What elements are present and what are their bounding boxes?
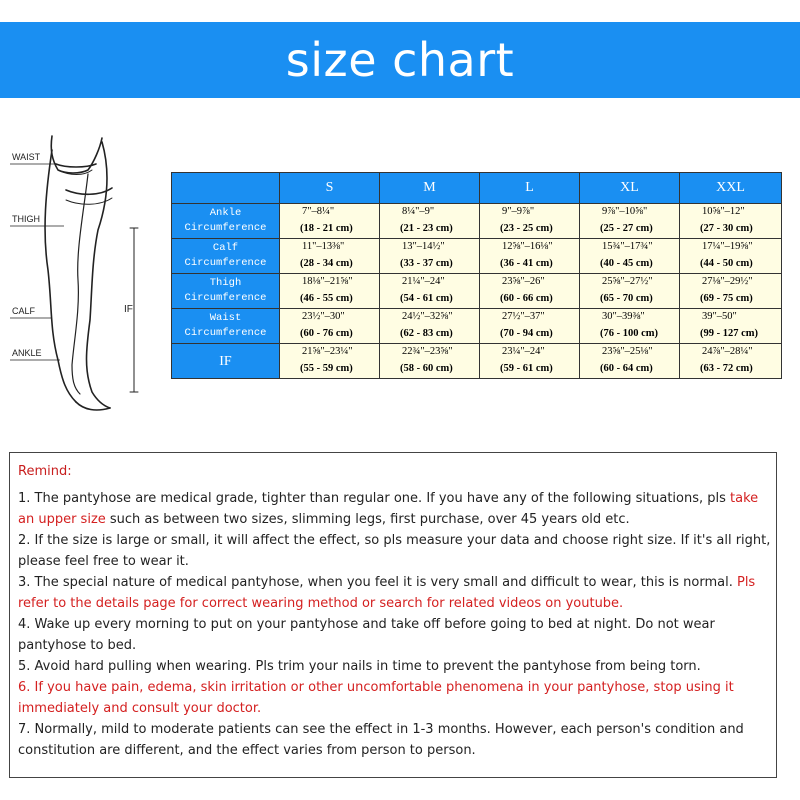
inch-value: 21⅝"–23¼" xyxy=(302,346,353,357)
leg-illustration xyxy=(0,130,170,420)
row-label: Waist xyxy=(209,312,242,324)
cm-value: (33 - 37 cm) xyxy=(400,258,453,269)
cm-value: (55 - 59 cm) xyxy=(300,363,353,374)
cm-value: (76 - 100 cm) xyxy=(600,328,659,339)
size-header: L xyxy=(480,173,580,204)
item-text: 1. The pantyhose are medical grade, tighter than regular one. If you have any of the following situations, pls xyxy=(18,491,731,506)
size-cell xyxy=(480,344,580,379)
inch-value: 30"–39⅜" xyxy=(602,311,645,322)
size-cell xyxy=(280,274,380,309)
size-cell xyxy=(680,274,782,309)
size-cell xyxy=(580,274,680,309)
inch-value: 11"–13⅜" xyxy=(302,241,345,252)
size-cell xyxy=(680,344,782,379)
cm-value: (27 - 30 cm) xyxy=(700,223,753,234)
inch-value: 27⅛"–29½" xyxy=(702,276,753,287)
leg-measurement-figure xyxy=(0,130,170,420)
inch-value: 23⅝"–25⅛" xyxy=(602,346,653,357)
size-cell xyxy=(580,204,680,239)
remind-item-7: 7. Normally, mild to moderate patients can see the effect in 1-3 months. However, each person's condition and constitution are different, and the effect varies from person to person. xyxy=(18,722,744,758)
corner-cell xyxy=(172,173,280,204)
row-label: Calf xyxy=(212,242,239,254)
size-cell xyxy=(380,204,480,239)
inch-value: 27½"–37" xyxy=(502,311,545,322)
cm-value: (23 - 25 cm) xyxy=(500,223,553,234)
inch-value: 10⅝"–12" xyxy=(702,206,745,217)
size-cell xyxy=(380,309,480,344)
cm-value: (54 - 61 cm) xyxy=(400,293,453,304)
inch-value: 23½"–30" xyxy=(302,311,345,322)
inch-value: 24⅞"–28¼" xyxy=(702,346,753,357)
size-cell xyxy=(680,204,782,239)
cm-value: (63 - 72 cm) xyxy=(700,363,753,374)
inch-value: 15¾"–17¾" xyxy=(602,241,653,252)
size-cell xyxy=(480,274,580,309)
inch-value: 24½"–32⅝" xyxy=(402,311,453,322)
row-label: Thigh xyxy=(209,277,242,289)
remind-title: Remind: xyxy=(18,464,72,479)
size-table xyxy=(171,172,782,379)
row-header-ankle xyxy=(172,204,280,239)
size-cell xyxy=(280,204,380,239)
item-number: 6. xyxy=(18,680,35,695)
cm-value: (44 - 50 cm) xyxy=(700,258,753,269)
remind-item-3 xyxy=(18,572,776,614)
size-cell xyxy=(280,309,380,344)
cm-value: (65 - 70 cm) xyxy=(600,293,653,304)
inch-value: 25⅝"–27½" xyxy=(602,276,653,287)
cm-value: (60 - 66 cm) xyxy=(500,293,553,304)
remind-box xyxy=(9,452,777,778)
cm-value: (69 - 75 cm) xyxy=(700,293,753,304)
size-cell xyxy=(580,344,680,379)
row-sublabel: Circumference xyxy=(184,257,267,269)
inch-value: 7"–8¼" xyxy=(302,206,335,217)
table-row xyxy=(172,239,782,274)
item-highlight: take an upper size xyxy=(18,491,759,527)
item-highlight: If you have pain, edema, skin irritation or other uncomfortable phenomena in your pantyhose, stop using it immediately and consult your doctor. xyxy=(18,680,734,716)
cm-value: (58 - 60 cm) xyxy=(400,363,453,374)
thigh-label: THIGH xyxy=(12,214,40,224)
size-cell xyxy=(280,239,380,274)
size-cell xyxy=(480,309,580,344)
inch-value: 22¾"–23⅝" xyxy=(402,346,453,357)
ankle-label: ANKLE xyxy=(12,348,42,358)
table-row xyxy=(172,204,782,239)
cm-value: (99 - 127 cm) xyxy=(700,328,759,339)
remind-item-4: 4. Wake up every morning to put on your pantyhose and take off before going to bed at night. Do not wear pantyhose to bed. xyxy=(18,617,715,653)
item-text: 3. The special nature of medical pantyhose, when you feel it is very small and difficult to wear, this is normal. xyxy=(18,575,737,590)
inch-value: 9⅞"–10⅝" xyxy=(602,206,648,217)
size-cell xyxy=(480,204,580,239)
size-cell xyxy=(380,344,480,379)
cm-value: (70 - 94 cm) xyxy=(500,328,553,339)
table-row xyxy=(172,274,782,309)
size-cell xyxy=(580,239,680,274)
remind-item-5: 5. Avoid hard pulling when wearing. Pls trim your nails in time to prevent the pantyhose from being torn. xyxy=(18,659,701,674)
size-header-row xyxy=(172,173,782,204)
size-cell xyxy=(380,274,480,309)
inch-value: 13"–14½" xyxy=(402,241,445,252)
inch-value: 9"–9⅞" xyxy=(502,206,535,217)
inch-value: 23¼"–24" xyxy=(502,346,545,357)
row-sublabel: Circumference xyxy=(184,327,267,339)
size-header: S xyxy=(280,173,380,204)
cm-value: (60 - 64 cm) xyxy=(600,363,653,374)
cm-value: (25 - 27 cm) xyxy=(600,223,653,234)
size-cell xyxy=(280,344,380,379)
cm-value: (21 - 23 cm) xyxy=(400,223,453,234)
page-title: size chart xyxy=(285,33,515,87)
table-row xyxy=(172,344,782,379)
size-header: M xyxy=(380,173,480,204)
cm-value: (59 - 61 cm) xyxy=(500,363,553,374)
cm-value: (62 - 83 cm) xyxy=(400,328,453,339)
inch-value: 17¼"–19⅝" xyxy=(702,241,753,252)
if-label: IF xyxy=(124,304,133,315)
title-banner xyxy=(0,22,800,98)
cm-value: (18 - 21 cm) xyxy=(300,223,353,234)
table-row xyxy=(172,309,782,344)
remind-item-1 xyxy=(18,488,776,530)
calf-label: CALF xyxy=(12,306,36,316)
waist-label: WAIST xyxy=(12,152,41,162)
size-cell xyxy=(380,239,480,274)
row-label: IF xyxy=(219,353,232,369)
cm-value: (46 - 55 cm) xyxy=(300,293,353,304)
row-header-waist xyxy=(172,309,280,344)
item-highlight: Pls refer to the details page for correct wearing method or search for related videos on youtube. xyxy=(18,575,756,611)
cm-value: (40 - 45 cm) xyxy=(600,258,653,269)
inch-value: 8¼"–9" xyxy=(402,206,435,217)
cm-value: (60 - 76 cm) xyxy=(300,328,353,339)
size-cell xyxy=(680,239,782,274)
row-sublabel: Circumference xyxy=(184,222,267,234)
row-label: Ankle xyxy=(209,207,242,219)
size-header: XL xyxy=(580,173,680,204)
row-header-if xyxy=(172,344,280,379)
row-sublabel: Circumference xyxy=(184,292,267,304)
size-cell xyxy=(680,309,782,344)
cm-value: (28 - 34 cm) xyxy=(300,258,353,269)
size-cell xyxy=(480,239,580,274)
remind-item-6 xyxy=(18,677,776,719)
inch-value: 21¼"–24" xyxy=(402,276,445,287)
remind-item-2: 2. If the size is large or small, it will affect the effect, so pls measure your data and choose right size. If it's all right, please feel free to wear it. xyxy=(18,533,771,569)
inch-value: 18⅛"–21⅝" xyxy=(302,276,353,287)
inch-value: 23⅝"–26" xyxy=(502,276,545,287)
inch-value: 12⅝"–16⅛" xyxy=(502,241,553,252)
size-header: XXL xyxy=(680,173,782,204)
inch-value: 39"–50" xyxy=(702,311,737,322)
row-header-calf xyxy=(172,239,280,274)
row-header-thigh xyxy=(172,274,280,309)
item-text: such as between two sizes, slimming legs, first purchase, over 45 years old etc. xyxy=(105,512,630,527)
size-cell xyxy=(580,309,680,344)
cm-value: (36 - 41 cm) xyxy=(500,258,553,269)
